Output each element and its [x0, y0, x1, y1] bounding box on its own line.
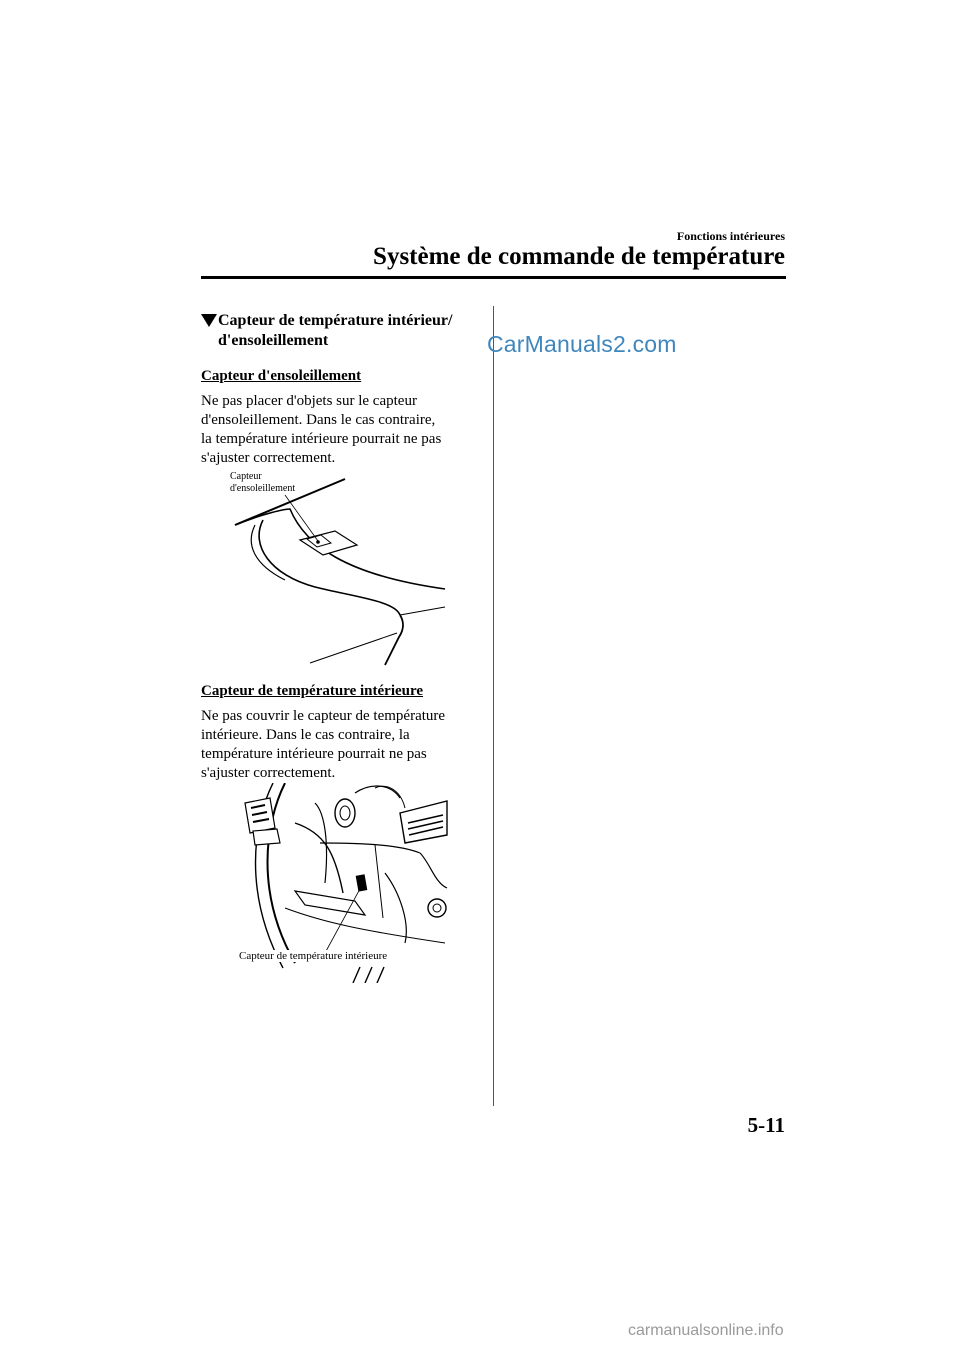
column-divider	[493, 306, 494, 1106]
watermark-text: CarManuals2.com	[487, 331, 677, 357]
section-title	[201, 311, 471, 351]
sunlight-line-2: d'ensoleillement. Dans le cas contraire,	[201, 412, 436, 428]
sunlight-paragraph	[201, 392, 471, 468]
cabin-line-3: température intérieure pourrait ne pas	[201, 746, 427, 762]
cabin-text-block	[201, 681, 476, 783]
sunlight-line-3: la température intérieure pourrait ne pas	[201, 431, 442, 447]
cabin-line-2: intérieure. Dans le cas contraire, la	[201, 727, 410, 743]
sunlight-line-1: Ne pas placer d'objets sur le capteur	[201, 393, 417, 409]
section-title-line1: Capteur de température intérieur/	[218, 312, 453, 329]
triangle-bullet-icon	[201, 314, 217, 327]
cabin-subtitle: Capteur de température intérieure	[201, 683, 424, 699]
sunlight-sensor-figure	[225, 465, 465, 675]
footer-site-text: carmanualsonline.info	[628, 1322, 784, 1339]
section-title-line2: d'ensoleillement	[218, 332, 329, 349]
left-column	[201, 311, 471, 468]
sunlight-line-4: s'ajuster correctement.	[201, 450, 336, 466]
cabin-sensor-figure	[225, 783, 450, 983]
cabin-line-1: Ne pas couvrir le capteur de température	[201, 708, 446, 724]
page-number: 5-11	[747, 1113, 785, 1137]
cabin-line-4: s'ajuster correctement.	[201, 765, 336, 781]
cabin-paragraph	[201, 707, 476, 783]
sunlight-figure-label-line1: Capteur	[230, 471, 262, 482]
header-section-label: Fonctions intérieures	[676, 229, 785, 243]
header-rule	[201, 276, 786, 279]
page-title: Système de commande de température	[373, 243, 785, 270]
sunlight-subtitle: Capteur d'ensoleillement	[201, 368, 362, 384]
cabin-figure-label: Capteur de température intérieure	[239, 950, 388, 962]
sunlight-figure-label	[230, 471, 295, 495]
sunlight-figure-label-line2: d'ensoleillement	[230, 483, 296, 494]
dashboard-top-illustration	[225, 465, 465, 675]
